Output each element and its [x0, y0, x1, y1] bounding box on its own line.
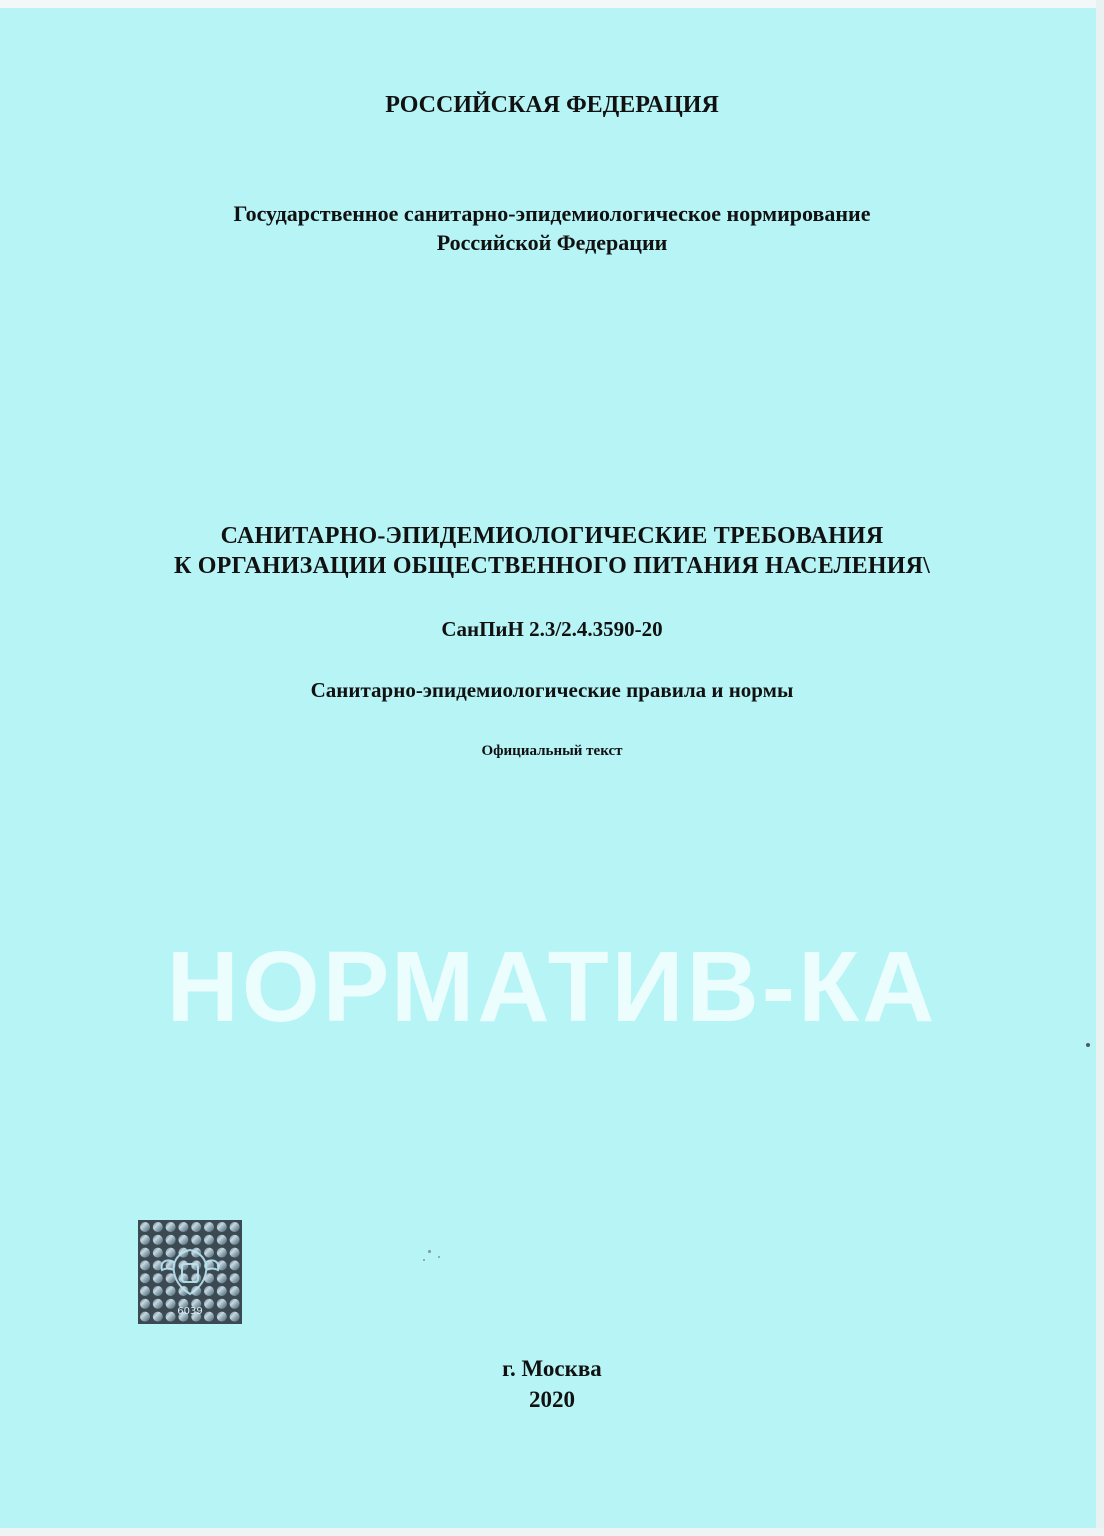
hologram-dot — [217, 1299, 227, 1309]
hologram-dot — [217, 1286, 227, 1296]
hologram-dot — [140, 1312, 150, 1322]
hologram-dot — [191, 1260, 201, 1270]
paper-speck — [423, 1259, 425, 1261]
hologram-dot — [230, 1299, 240, 1309]
hologram-dot — [191, 1235, 201, 1245]
hologram-dot — [230, 1273, 240, 1283]
watermark: НОРМАТИВ-КА — [166, 931, 938, 1043]
publication-city: г. Москва — [502, 1356, 602, 1381]
hologram-dot — [140, 1260, 150, 1270]
hologram-dot — [140, 1248, 150, 1258]
hologram-dot — [140, 1222, 150, 1232]
hologram-dot — [166, 1286, 176, 1296]
hologram-dot — [217, 1235, 227, 1245]
document-code: СанПиН 2.3/2.4.3590-20 — [441, 617, 663, 641]
hologram-dot — [230, 1222, 240, 1232]
hologram-dot — [217, 1222, 227, 1232]
hologram-dot — [230, 1235, 240, 1245]
hologram-dot — [191, 1222, 201, 1232]
hologram-dot — [166, 1222, 176, 1232]
paper-edge-bottom — [0, 1528, 1104, 1536]
hologram-dot — [178, 1222, 188, 1232]
hologram-dot — [153, 1299, 163, 1309]
agency-line-1: Государственное санитарно-эпидемиологическое нормирование — [233, 201, 871, 226]
hologram-dot — [204, 1222, 214, 1232]
hologram-dot — [153, 1248, 163, 1258]
hologram-dot — [217, 1248, 227, 1258]
document-title-line-1: САНИТАРНО-ЭПИДЕМИОЛОГИЧЕСКИЕ ТРЕБОВАНИЯ — [220, 523, 884, 549]
agency-line-2: Российской Федерации — [436, 230, 668, 255]
hologram-dot — [217, 1312, 227, 1322]
hologram-number: 6039 — [177, 1306, 203, 1317]
hologram-dot — [140, 1235, 150, 1245]
hologram-dot — [230, 1312, 240, 1322]
hologram-dot — [178, 1235, 188, 1245]
paper-speck — [438, 1256, 440, 1258]
hologram-dot — [204, 1312, 214, 1322]
hologram-dot — [140, 1273, 150, 1283]
country-heading: РОССИЙСКАЯ ФЕДЕРАЦИЯ — [385, 92, 719, 118]
hologram-dot — [153, 1222, 163, 1232]
hologram-dot — [153, 1286, 163, 1296]
hologram-dot — [166, 1299, 176, 1309]
hologram-dot — [166, 1235, 176, 1245]
hologram-dot — [166, 1312, 176, 1322]
hologram-dot — [230, 1248, 240, 1258]
hologram-dot — [166, 1248, 176, 1258]
hologram-dot — [230, 1286, 240, 1296]
publication-year: 2020 — [529, 1387, 575, 1412]
document-type: Санитарно-эпидемиологические правила и нормы — [310, 678, 794, 702]
hologram-dot — [230, 1260, 240, 1270]
paper-edge-top — [0, 0, 1104, 8]
document-title-line-2: К ОРГАНИЗАЦИИ ОБЩЕСТВЕННОГО ПИТАНИЯ НАСЕЛЕНИЯ\ — [173, 553, 931, 579]
hologram-dot — [153, 1312, 163, 1322]
hologram-dot — [204, 1248, 214, 1258]
hologram-emblem-icon — [138, 1220, 242, 1324]
official-text-label: Официальный текст — [481, 743, 623, 759]
hologram-dot — [204, 1299, 214, 1309]
hologram-dot — [217, 1273, 227, 1283]
hologram-dot — [204, 1286, 214, 1296]
hologram-dot — [153, 1273, 163, 1283]
hologram-dot — [140, 1286, 150, 1296]
paper-speck — [428, 1250, 431, 1253]
hologram-dot — [204, 1235, 214, 1245]
hologram-dot — [140, 1299, 150, 1309]
paper-speck — [1086, 1043, 1090, 1047]
hologram-dot — [153, 1235, 163, 1245]
